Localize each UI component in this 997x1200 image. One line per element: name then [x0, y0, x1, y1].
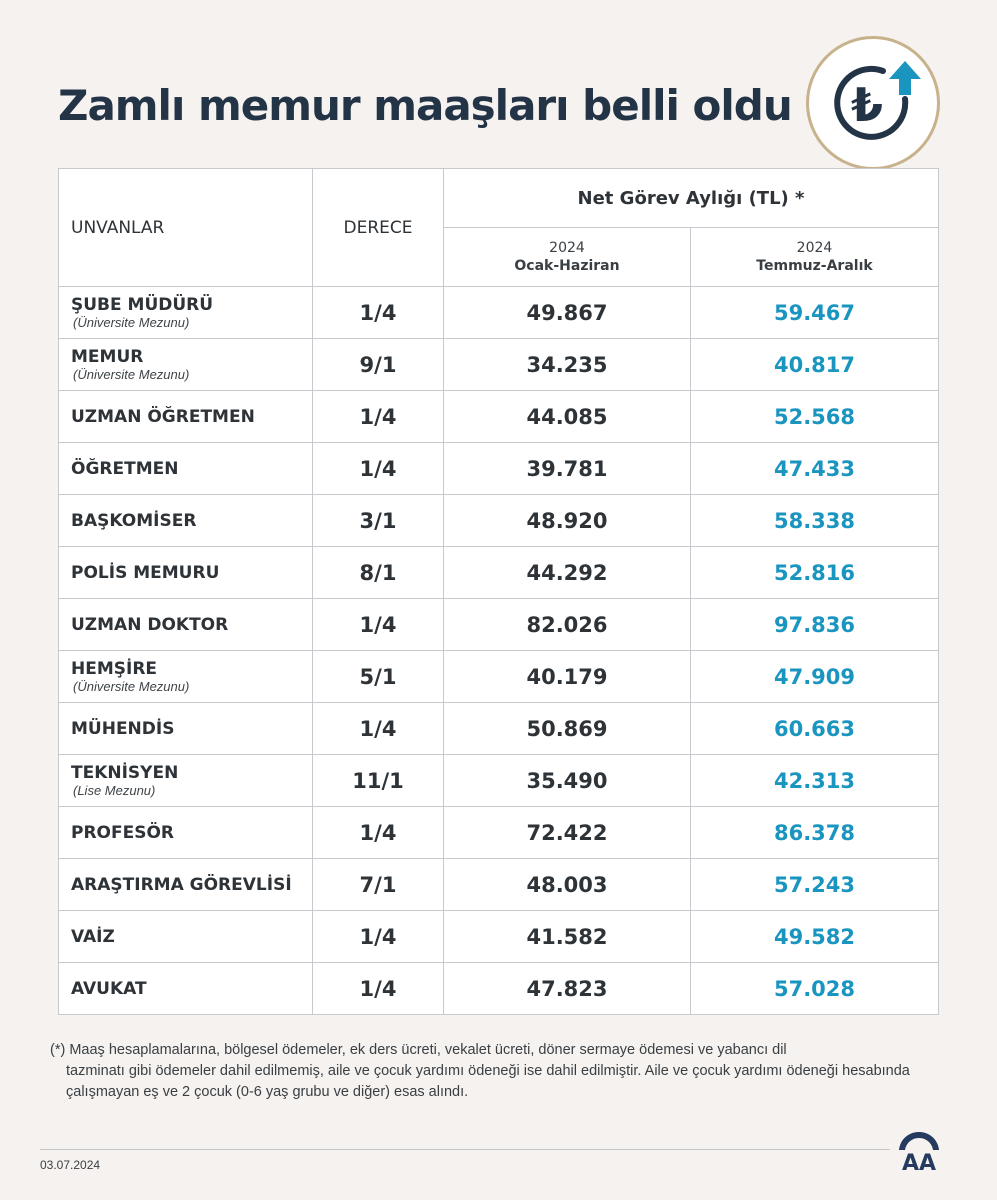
footer-divider [40, 1149, 890, 1150]
header-period-2 [691, 228, 939, 287]
row-title: VAİZ [71, 926, 115, 947]
table-row [59, 495, 939, 547]
row-salary-jan-jun: 40.179 [444, 651, 691, 703]
row-grade: 1/4 [313, 807, 444, 859]
row-title: HEMŞİRE [71, 658, 158, 679]
header-period-2-range: Temmuz-Aralık [756, 258, 873, 274]
table-row [59, 339, 939, 391]
row-grade: 9/1 [313, 339, 444, 391]
row-salary-jan-jun: 39.781 [444, 443, 691, 495]
table-row [59, 911, 939, 963]
row-title-cell [59, 495, 313, 547]
row-salary-jan-jun: 47.823 [444, 963, 691, 1015]
salary-table-container [58, 168, 938, 1015]
row-grade: 1/4 [313, 911, 444, 963]
row-salary-jul-dec: 49.582 [691, 911, 939, 963]
row-salary-jan-jun: 48.003 [444, 859, 691, 911]
row-salary-jan-jun: 34.235 [444, 339, 691, 391]
row-grade: 5/1 [313, 651, 444, 703]
row-title-cell [59, 599, 313, 651]
header-net-salary: Net Görev Aylığı (TL) * [444, 169, 939, 228]
row-title: UZMAN ÖĞRETMEN [71, 406, 255, 427]
row-salary-jan-jun: 35.490 [444, 755, 691, 807]
row-title-cell [59, 339, 313, 391]
table-row [59, 651, 939, 703]
row-salary-jul-dec: 59.467 [691, 287, 939, 339]
row-title: UZMAN DOKTOR [71, 614, 229, 635]
row-salary-jul-dec: 57.028 [691, 963, 939, 1015]
row-grade: 1/4 [313, 599, 444, 651]
row-grade: 1/4 [313, 287, 444, 339]
row-title: POLİS MEMURU [71, 562, 220, 583]
row-salary-jul-dec: 40.817 [691, 339, 939, 391]
row-title-cell [59, 703, 313, 755]
header-grade: DERECE [313, 169, 444, 287]
row-title: AVUKAT [71, 978, 147, 999]
lira-up-icon [806, 36, 940, 170]
row-title: MÜHENDİS [71, 718, 175, 739]
row-salary-jan-jun: 72.422 [444, 807, 691, 859]
table-row [59, 443, 939, 495]
row-title-cell [59, 287, 313, 339]
row-grade: 1/4 [313, 703, 444, 755]
table-row [59, 599, 939, 651]
row-salary-jul-dec: 57.243 [691, 859, 939, 911]
row-grade: 3/1 [313, 495, 444, 547]
row-salary-jul-dec: 52.816 [691, 547, 939, 599]
row-grade: 11/1 [313, 755, 444, 807]
row-salary-jan-jun: 82.026 [444, 599, 691, 651]
row-grade: 1/4 [313, 443, 444, 495]
row-title: ÖĞRETMEN [71, 458, 179, 479]
aa-logo-text: AA [901, 1151, 937, 1172]
footnote-rest: tazminatı gibi ödemeler dahil edilmemiş, aile ve çocuk yardımı ödeneği ise dahil edilmiştir. Aile ve çocuk yardımı ödeneği hesabında çalışmayan eş ve 2 çocuk (0-6 yaş grubu ve diğer) esas alındı. [66, 1063, 910, 1100]
row-salary-jan-jun: 44.292 [444, 547, 691, 599]
row-salary-jan-jun: 48.920 [444, 495, 691, 547]
row-salary-jul-dec: 47.433 [691, 443, 939, 495]
row-salary-jan-jun: 49.867 [444, 287, 691, 339]
row-salary-jul-dec: 86.378 [691, 807, 939, 859]
row-subtitle: (Üniversite Mezunu) [73, 314, 190, 330]
lira-symbol: ₺ [850, 78, 884, 132]
row-title: ŞUBE MÜDÜRÜ [71, 294, 214, 315]
aa-logo [896, 1130, 942, 1177]
header-period-1-range: Ocak-Haziran [514, 258, 620, 274]
row-grade: 1/4 [313, 963, 444, 1015]
row-title-cell [59, 443, 313, 495]
row-title-cell [59, 547, 313, 599]
row-title-cell [59, 911, 313, 963]
row-title: PROFESÖR [71, 822, 175, 843]
table-header [59, 169, 939, 287]
table-row [59, 703, 939, 755]
table-row [59, 755, 939, 807]
row-subtitle: (Üniversite Mezunu) [73, 678, 190, 694]
page-title: Zamlı memur maaşları belli oldu [58, 81, 792, 130]
header-period-1-year: 2024 [549, 240, 585, 256]
header-period-2-year: 2024 [796, 240, 833, 256]
salary-table [58, 168, 939, 1015]
row-salary-jan-jun: 41.582 [444, 911, 691, 963]
row-grade: 1/4 [313, 391, 444, 443]
header-period-1 [444, 228, 691, 287]
row-title-cell [59, 391, 313, 443]
table-row [59, 287, 939, 339]
footnote-line-1: (*) Maaş hesaplamalarına, bölgesel ödemeler, ek ders ücreti, vekalet ücreti, döner sermaye ödemesi ve yabancı dil [50, 1042, 787, 1058]
table-row [59, 859, 939, 911]
row-salary-jul-dec: 97.836 [691, 599, 939, 651]
row-salary-jan-jun: 44.085 [444, 391, 691, 443]
table-row [59, 807, 939, 859]
row-title: TEKNİSYEN [71, 762, 179, 783]
row-grade: 8/1 [313, 547, 444, 599]
footnote [50, 1040, 950, 1103]
table-row [59, 963, 939, 1015]
header-titles: UNVANLAR [59, 169, 313, 287]
row-grade: 7/1 [313, 859, 444, 911]
row-title: MEMUR [71, 346, 144, 367]
row-salary-jul-dec: 52.568 [691, 391, 939, 443]
row-title: BAŞKOMİSER [71, 510, 197, 531]
publish-date: 03.07.2024 [40, 1158, 101, 1172]
row-salary-jan-jun: 50.869 [444, 703, 691, 755]
row-title-cell [59, 755, 313, 807]
row-salary-jul-dec: 42.313 [691, 755, 939, 807]
row-subtitle: (Üniversite Mezunu) [73, 366, 190, 382]
row-title-cell [59, 651, 313, 703]
row-title-cell [59, 807, 313, 859]
row-title-cell [59, 859, 313, 911]
table-body [59, 287, 939, 1015]
row-subtitle: (Lise Mezunu) [73, 782, 156, 798]
row-salary-jul-dec: 60.663 [691, 703, 939, 755]
row-salary-jul-dec: 58.338 [691, 495, 939, 547]
row-salary-jul-dec: 47.909 [691, 651, 939, 703]
row-title-cell [59, 963, 313, 1015]
table-row [59, 547, 939, 599]
row-title: ARAŞTIRMA GÖREVLİSİ [71, 874, 292, 895]
table-row [59, 391, 939, 443]
